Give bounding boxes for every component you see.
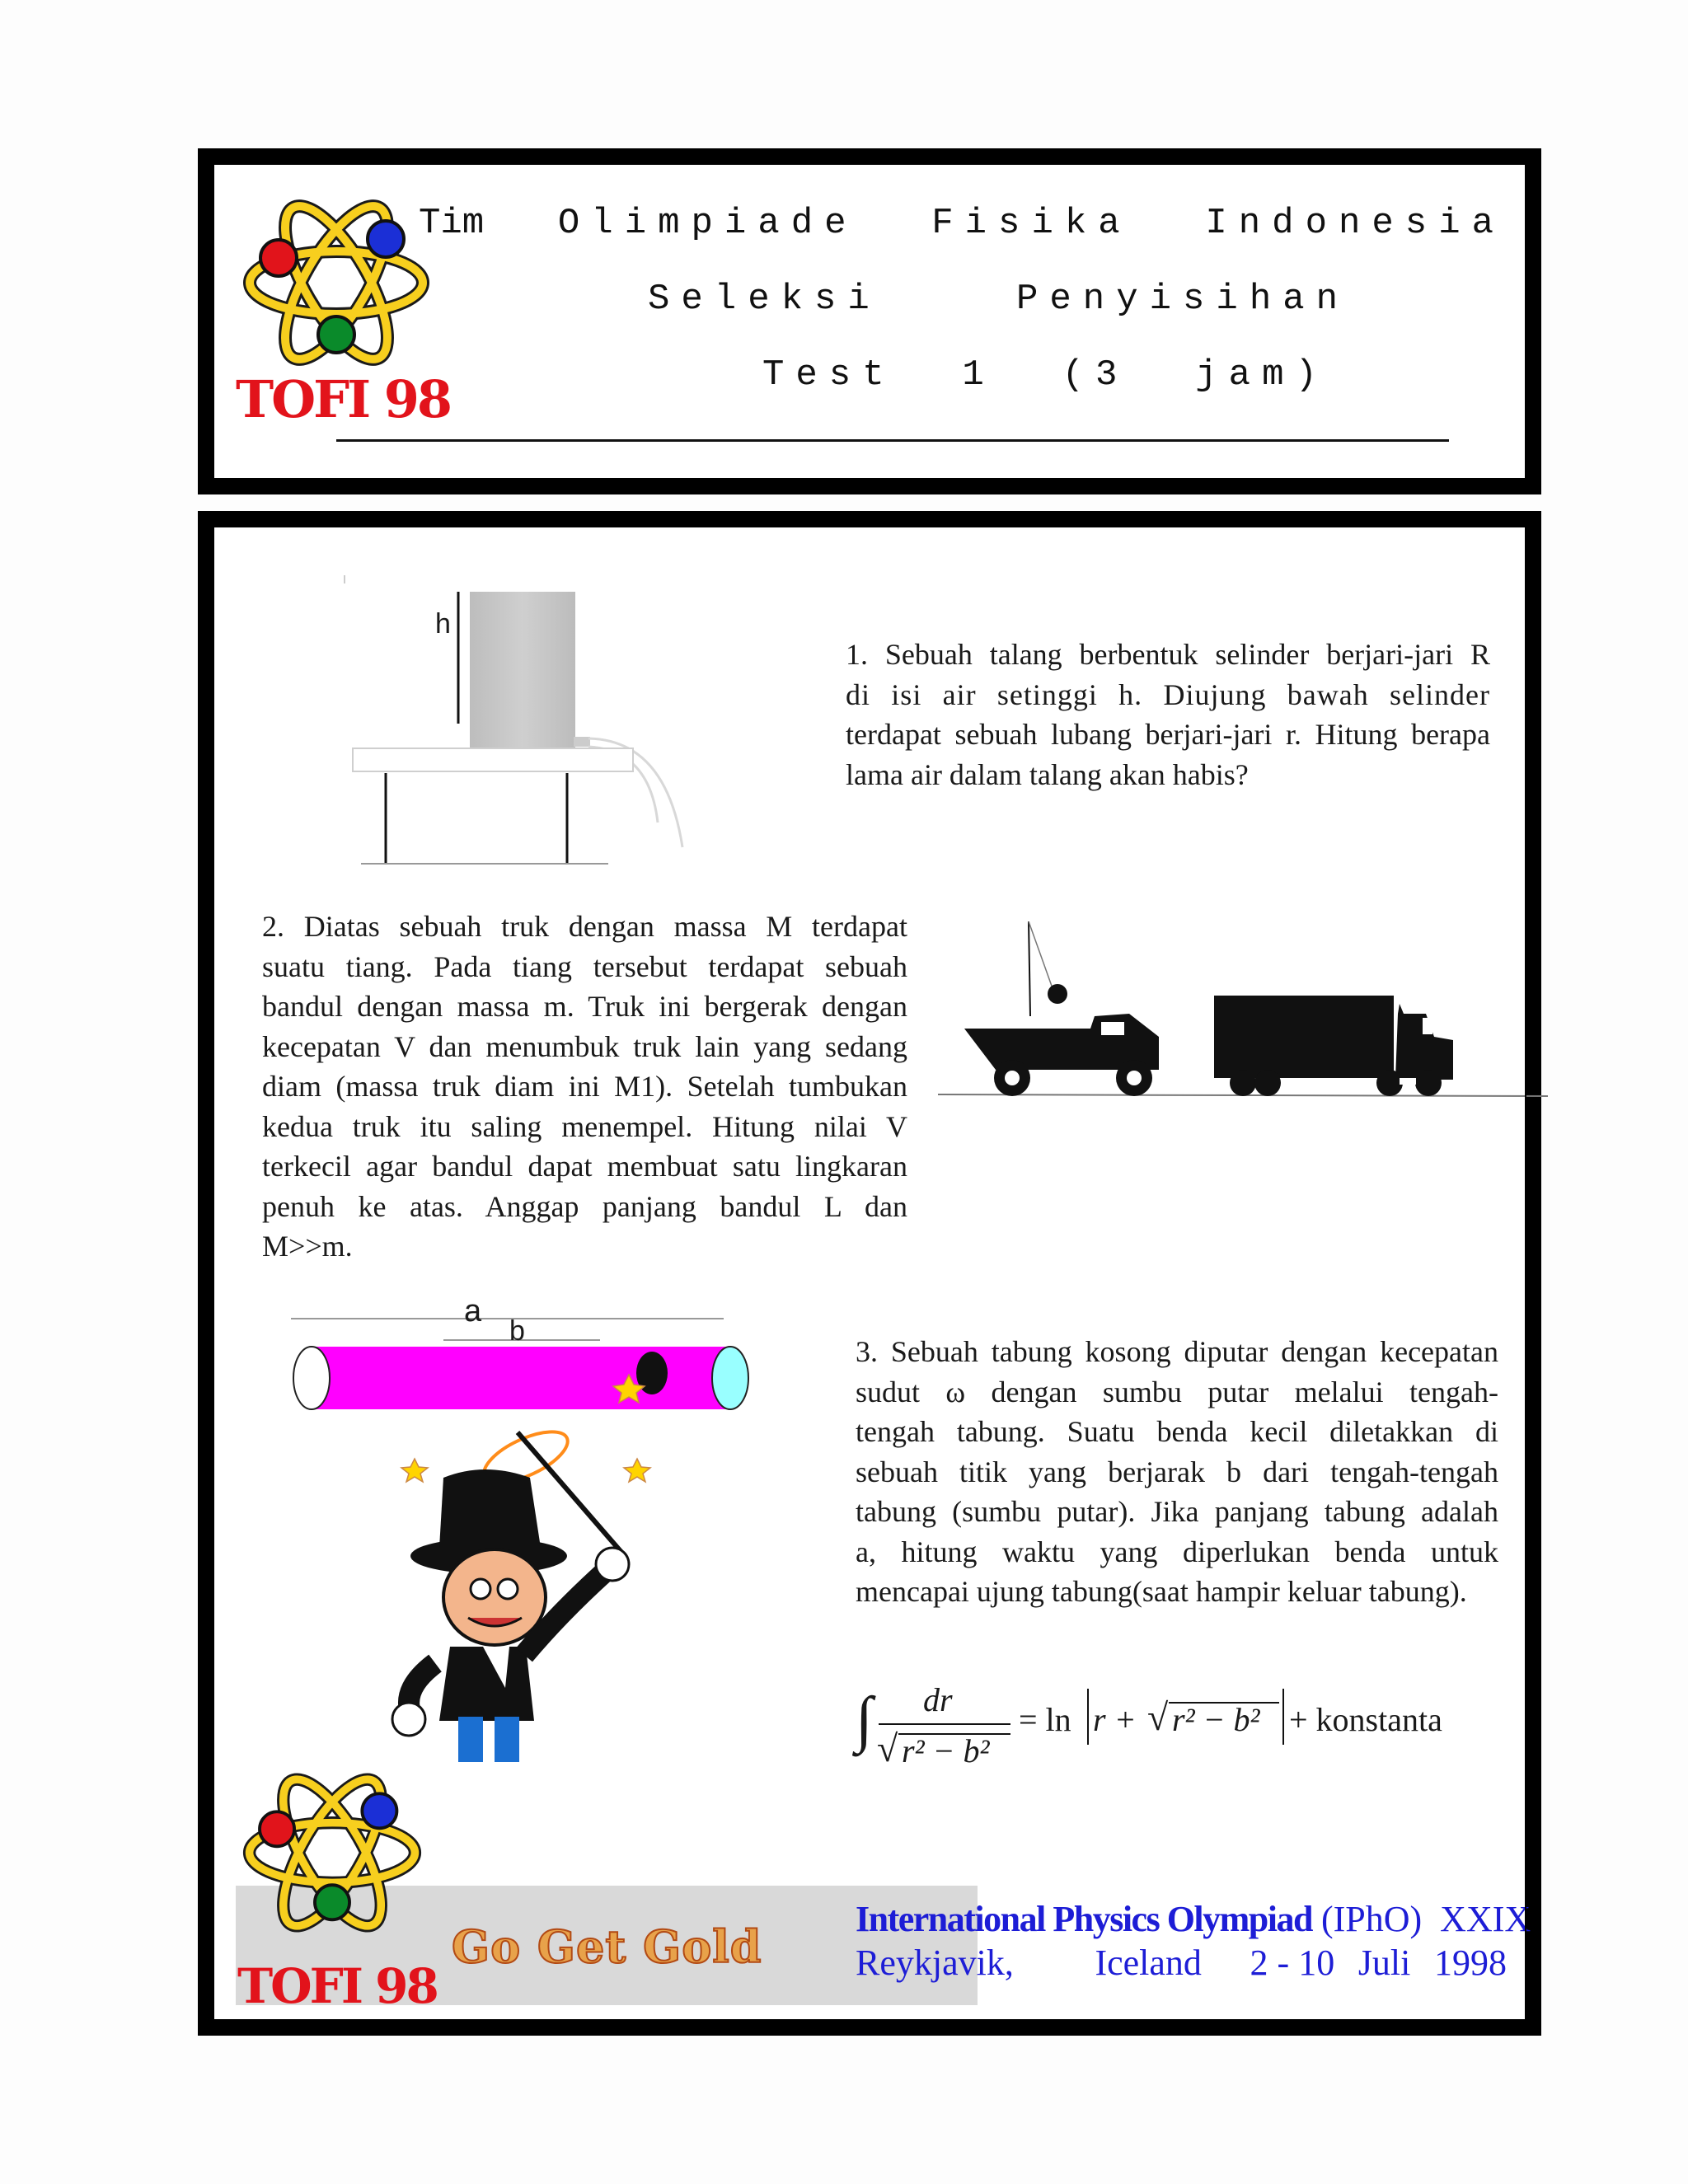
formula-tail: + konstanta [1289,1701,1442,1738]
problem-3-line: mencapai ujung tabung(saat hampir keluar tabung). [856,1575,1467,1608]
tofi-logo-text: TOFI 98 [236,369,451,429]
problem-2-line: diam (massa truk diam ini M1). Setelah tumbukan [262,1070,907,1103]
footer-tofi-logo-text: TOFI 98 [237,1958,437,2014]
formula-sqrt-sign: √ [1147,1696,1169,1738]
content-box [198,511,1541,2036]
header-word-seleksi: Seleksi [648,279,881,320]
problem-2-line: penuh ke atas. Anggap panjang bandul L dan [262,1189,907,1223]
location-city: Reykjavik, [856,1943,1014,1983]
problem-3-line: 3. Sebuah tabung kosong diputar dengan kecepatan [856,1335,1498,1368]
header-box [198,148,1541,494]
formula-denominator: r² − b² [902,1732,990,1769]
problem-1-line: di isi air setinggi h. Diujung bawah selinder [846,677,1490,711]
problem-3-line: tengah tabung. Suatu benda kecil diletakkan di [856,1415,1498,1448]
ipho-edition: (IPhO) XXIX [1320,1899,1531,1939]
problem-2-line: 2. Diatas sebuah truk dengan massa M terdapat [262,910,907,943]
header-word-fisika: Fisika [931,203,1132,244]
abs-right-bar [1282,1689,1284,1745]
problem-1-line: lama air dalam talang akan habis? [846,757,1249,791]
problem-2-line: suatu tiang. Pada tiang tersebut terdapat sebuah [262,949,907,983]
problem-1-line: 1. Sebuah talang berbentuk selinder berjari-jari R [846,638,1490,671]
tofi-atom-logo-icon [237,188,435,377]
problem-2-line: M>>m. [262,1230,353,1263]
problem-2-line: bandul dengan massa m. Truk ini bergerak dengan [262,990,907,1023]
trucks-figure [938,921,1548,1103]
tube-length-label: a [464,1294,482,1329]
tank-figure [336,575,798,888]
problem-3 [856,1332,1498,1612]
problem-2-line: kecepatan V dan menumbuk truk lain yang sedang [262,1029,907,1063]
formula-abs-content: r + [1093,1701,1145,1738]
location-dates: 2 - 10 [1250,1943,1335,1983]
ipho-name: International Physics Olympiad [856,1899,1312,1939]
formula-ln: = ln [1019,1701,1071,1738]
header-word-indonesia: Indonesia [1205,203,1505,244]
sqrt-sign: √ [877,1727,898,1769]
location-month: Juli [1357,1943,1411,1983]
header-title-line [419,203,1505,244]
integral-formula [856,1681,1498,1774]
problem-3-line: sudut ω dengan sumbu putar melalui tengah- [856,1375,1498,1408]
header-test-duration: Test 1 (3 jam) [762,354,1329,396]
footer-atom-logo-icon [237,1762,427,1943]
problem-2-line: terkecil agar bandul dapat membuat satu lingkaran [262,1150,907,1183]
tank-height-label: h [435,608,451,640]
header-word-penyisihan: Penyisihan [1016,279,1350,320]
tube-figure [279,1301,790,1762]
ipho-title-line [856,1898,1531,1940]
go-get-gold-slogan: Go Get Gold [452,1920,762,1973]
header-word-tim: Tim [419,203,485,244]
location-year: 1998 [1434,1943,1507,1983]
header-word-olimpiade: Olimpiade [557,203,858,244]
problem-3-line: a, hitung waktu yang diperlukan benda untuk [856,1535,1498,1568]
problem-2-line: kedua truk itu saling menempel. Hitung nilai V [262,1109,907,1143]
fraction-bar [879,1723,1010,1725]
formula-numerator: dr [923,1681,953,1718]
integral-sign: ∫ [856,1685,873,1754]
problem-3-line: tabung (sumbu putar). Jika panjang tabung adalah [856,1495,1498,1528]
tube-distance-label: b [509,1315,525,1347]
problem-3-line: sebuah titik yang berjarak b dari tengah-tengah [856,1455,1498,1488]
formula-sqrt-content: r² − b² [1172,1701,1260,1738]
problem-2 [262,907,907,1267]
header-divider [336,439,1449,442]
problem-1-line: terdapat sebuah lubang berjari-jari r. Hitung berapa [846,718,1490,751]
location-country: Iceland [1095,1943,1202,1983]
abs-left-bar [1087,1689,1089,1745]
ipho-location-line [856,1942,1507,1984]
problem-1 [846,635,1490,794]
